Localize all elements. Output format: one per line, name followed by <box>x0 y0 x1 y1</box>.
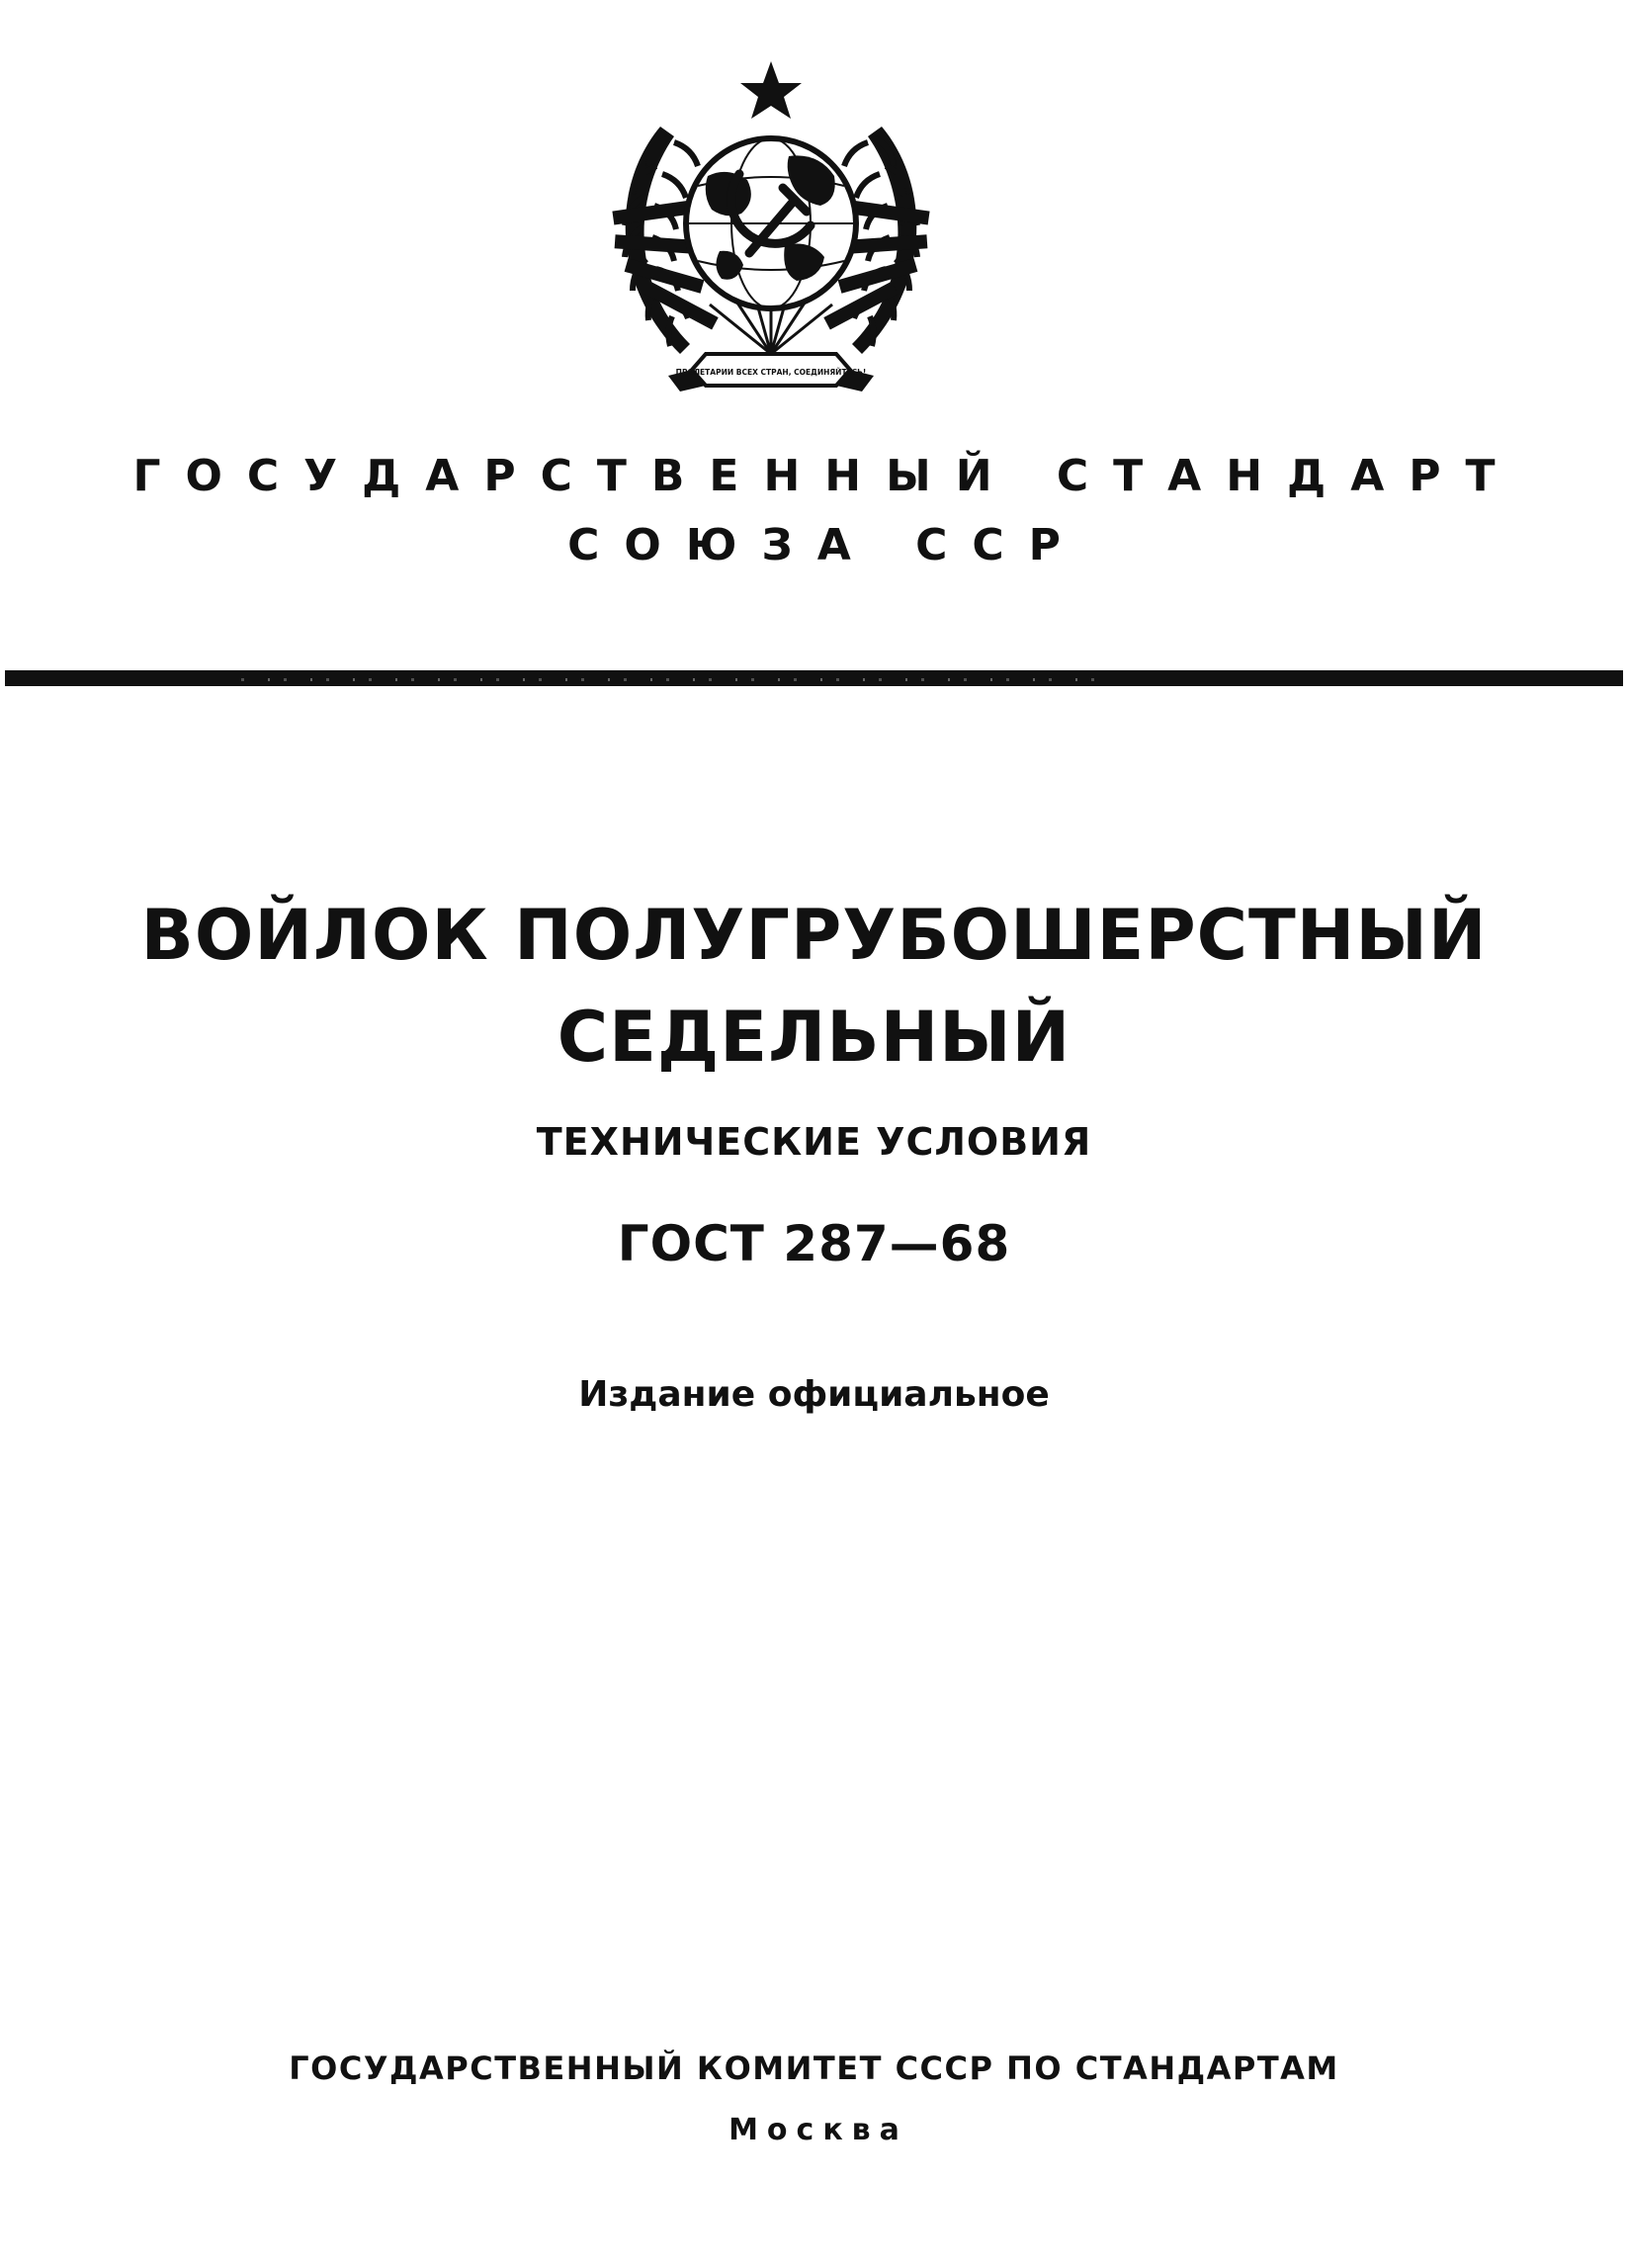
org-title-line-1: ГОСУДАРСТВЕННЫЙ СТАНДАРТ <box>132 451 1520 501</box>
motto-ribbon <box>668 354 874 392</box>
org-title-line-2: СОЮЗА ССР <box>567 520 1085 570</box>
document-title-line-1: ВОЙЛОК ПОЛУГРУБОШЕРСТНЫЙ <box>140 895 1488 976</box>
document-subtitle: ТЕХНИЧЕСКИЕ УСЛОВИЯ <box>536 1120 1092 1164</box>
divider-texture <box>227 678 1117 681</box>
document-title-line-2: СЕДЕЛЬНЫЙ <box>557 997 1071 1078</box>
star-icon <box>740 61 802 119</box>
svg-text:ПРОЛЕТАРИИ ВСЕХ СТРАН, СОЕДИНЯ: ПРОЛЕТАРИИ ВСЕХ СТРАН, СОЕДИНЯЙТЕСЬ! <box>675 368 867 377</box>
publisher-name: ГОСУДАРСТВЕННЫЙ КОМИТЕТ СССР ПО СТАНДАРТАМ <box>289 2050 1339 2087</box>
publisher-city: Москва <box>728 2113 908 2147</box>
ussr-coat-of-arms-icon <box>591 57 951 423</box>
edition-label: Издание официальное <box>578 1374 1050 1415</box>
gost-number: ГОСТ 287—68 <box>617 1215 1011 1272</box>
